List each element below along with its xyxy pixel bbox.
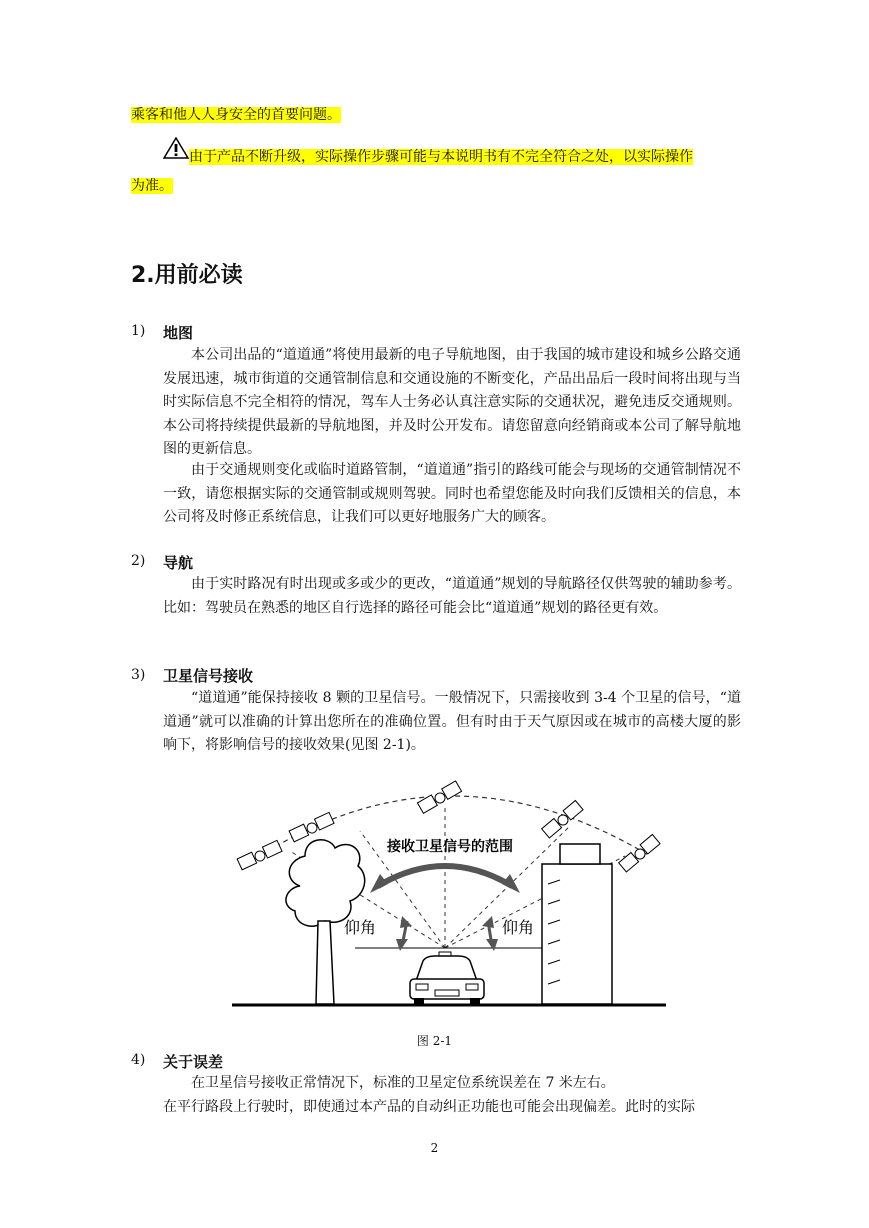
building-icon bbox=[542, 844, 612, 1004]
range-label: 接收卫星信号的范围 bbox=[387, 839, 513, 855]
warning-line-3: 为准。 bbox=[131, 178, 173, 194]
section-number: 4) bbox=[131, 1052, 146, 1068]
page-number: 2 bbox=[430, 1141, 439, 1155]
paragraph: 在平行路段上行驶时，即使通过本产品的自动纠正功能也可能会出现偏差。此时的实际 bbox=[163, 1099, 695, 1115]
car-icon bbox=[410, 952, 484, 1005]
paragraph: 由于实时路况有时出现或多或少的更改，“道道通”规划的导航路径仅供驾驶的辅助参考。比如：驾驶员在熟悉的地区自行选择的路径可能会比“道道通”规划的路径更有效。 bbox=[163, 576, 741, 616]
satellite-icon bbox=[289, 812, 334, 841]
warning-line-1: 乘客和他人人身安全的首要问题。 bbox=[131, 107, 341, 123]
satellite-icon bbox=[237, 840, 282, 869]
satellite-reception-figure bbox=[230, 776, 670, 1014]
elevation-angle-label-left: 仰角 bbox=[343, 918, 377, 937]
section-title-navigation: 导航 bbox=[163, 554, 194, 572]
satellite-icon bbox=[542, 800, 583, 837]
section-number: 3) bbox=[131, 667, 146, 683]
section-number: 2) bbox=[131, 553, 146, 569]
figure-caption: 图 2-1 bbox=[416, 1034, 453, 1048]
paragraph: “道道通”能保持接收 8 颗的卫星信号。一般情况下，只需接收到 3-4 个卫星的信号，“道道通”就可以准确的计算出您所在的准确位置。但有时由于天气原因或在城市的高楼大厦的影响下，将影响信号的接收效果(见图 2-1)。 bbox=[163, 690, 741, 753]
warning-icon bbox=[163, 137, 189, 159]
satellite-icon bbox=[619, 834, 660, 871]
section-heading: 2.用前必读 bbox=[131, 263, 243, 288]
section-number: 1) bbox=[131, 323, 146, 339]
section-title-map: 地图 bbox=[163, 324, 194, 342]
warning-line-2: 由于产品不断升级，实际操作步骤可能与本说明书有不完全符合之处，以实际操作 bbox=[189, 149, 693, 165]
section-title-error: 关于误差 bbox=[163, 1053, 224, 1071]
paragraph: 在卫星信号接收正常情况下，标准的卫星定位系统误差在 7 米左右。 bbox=[191, 1075, 615, 1091]
elevation-angle-label-right: 仰角 bbox=[501, 918, 535, 937]
paragraph: 本公司出品的“道道通”将使用最新的电子导航地图，由于我国的城市建设和城乡公路交通发展迅速，城市街道的交通管制信息和交通设施的不断变化，产品出品后一段时间将出现与当时实际信息不完全相符的情况，驾车人士务必认真注意实际的交通状况，避免违反交通规则。本公司将持续提供最新的导航地图，并及时公开发布。请您留意向经销商或本公司了解导航地图的更新信息。 bbox=[163, 347, 741, 457]
paragraph: 由于交通规则变化或临时道路管制，“道道通”指引的路线可能会与现场的交通管制情况不一致，请您根据实际的交通管制或规则驾驶。同时也希望您能及时向我们反馈相关的信息，本公司将及时修正系统信息，让我们可以更好地服务广大的顾客。 bbox=[163, 462, 741, 525]
section-title-satellite: 卫星信号接收 bbox=[163, 667, 254, 685]
